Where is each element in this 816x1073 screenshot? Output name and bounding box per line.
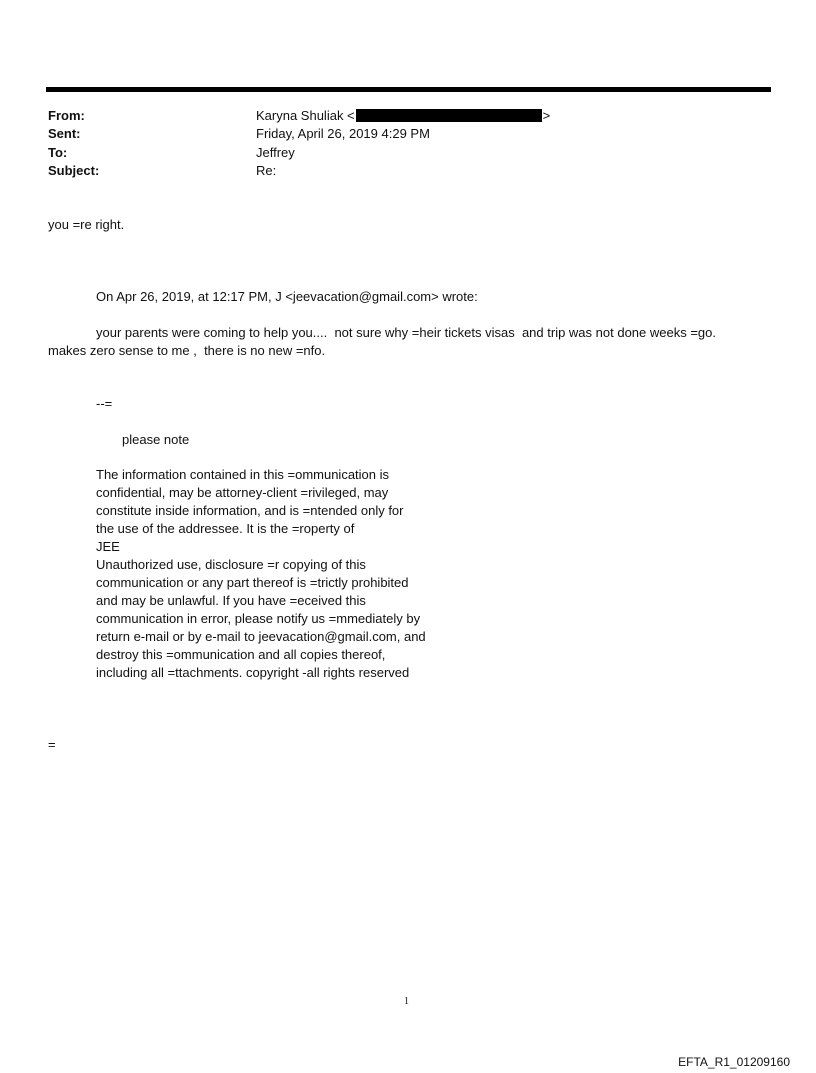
disclaimer-line: return e-mail or by e-mail to jeevacation@gmail.com, and [96, 629, 426, 644]
subject-label: Subject: [48, 163, 100, 178]
quote-line-2: makes zero sense to me , there is no new =nfo. [48, 343, 326, 358]
from-label: From: [48, 108, 85, 123]
disclaimer-line: communication or any part thereof is =trictly prohibited [96, 575, 409, 590]
disclaimer-line: The information contained in this =ommunication is [96, 467, 390, 482]
header-rule [46, 87, 771, 92]
quote-intro: On Apr 26, 2019, at 12:17 PM, J <jeevacation@gmail.com> wrote: [96, 289, 478, 304]
disclaimer-line: destroy this =ommunication and all copies thereof, [96, 647, 386, 662]
sent-label: Sent: [48, 126, 81, 141]
disclaimer-line: and may be unlawful. If you have =eceived this [96, 593, 366, 608]
sender-name: Karyna Shuliak < [256, 108, 355, 123]
disclaimer-line: including all =ttachments. copyright -all rights reserved [96, 665, 410, 680]
to-label: To: [48, 145, 68, 160]
disclaimer-line: communication in error, please notify us =mmediately by [96, 611, 421, 626]
disclaimer [96, 466, 496, 682]
sender-close: > [542, 108, 551, 123]
disclaimer-line: confidential, may be attorney-client =rivileged, may [96, 485, 389, 500]
redaction-box [356, 109, 542, 122]
disclaimer-line: Unauthorized use, disclosure =r copying of this [96, 557, 366, 572]
reply-text: you =re right. [48, 217, 125, 232]
to-value: Jeffrey [256, 145, 295, 160]
please-note: please note [122, 432, 190, 447]
bates-number: EFTA_R1_01209160 [678, 1055, 790, 1069]
quote-line-1: your parents were coming to help you.... not sure why =heir tickets visas and trip was not done weeks =go. [96, 325, 716, 340]
subject-value: Re: [256, 163, 277, 178]
trailing-marker: = [48, 737, 56, 752]
sent-value: Friday, April 26, 2019 4:29 PM [256, 126, 430, 141]
disclaimer-line: JEE [96, 539, 120, 554]
signature-separator: --= [96, 396, 113, 411]
from-value [256, 108, 550, 123]
disclaimer-line: the use of the addressee. It is the =roperty of [96, 521, 355, 536]
page-number: 1 [404, 996, 409, 1007]
disclaimer-line: constitute inside information, and is =ntended only for [96, 503, 404, 518]
